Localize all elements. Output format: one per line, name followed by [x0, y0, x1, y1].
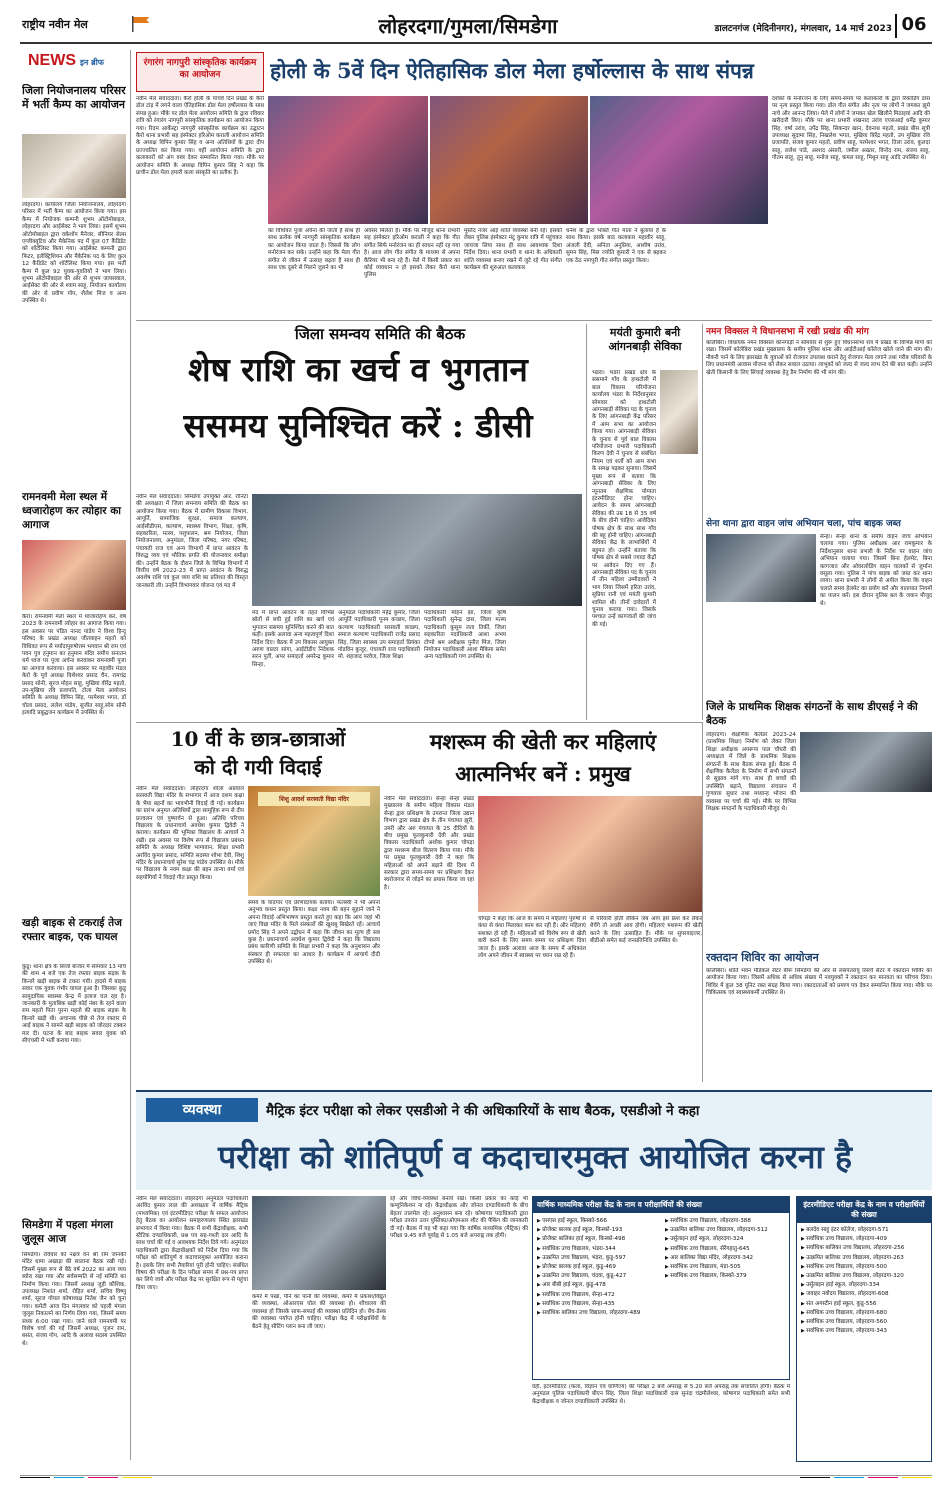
farewell-top-rule	[136, 722, 702, 723]
holi-col-2: का विधिवत पूजा अर्चना की जाती है साथ ही साथ प्रत्येक वर्ष नागपुरी सांस्कृतिक कार्यक्रम का आयोजन किया जाता है। जिससे कि लोग मनोरंजन कर सके। उन्होंने कहा कि मेला गीत संगीत से जीवन में उत्साह बढ़ता है साथ ही साथ एक दूसरे से मिलने जुलने का भी	[268, 228, 360, 272]
list-item: ▶ उत्क्रमित बालिका उच्च विद्यालय, लोहरदगा-512	[665, 1226, 787, 1235]
list-item: ▶ प्रोजेक्ट बालक हाई स्कूल, कुडू-469	[537, 1263, 661, 1272]
holi-kicker-text: रंगारंग नागपुरी सांस्कृतिक कार्यक्रम का आयोजन	[143, 58, 257, 80]
mushroom-col-4: से परिवारी होती लेकिन जब आप इसे फ्रेश कर लेकर बेचेंगे तो अच्छी आय होगी। महिलाएं मशरूम की खेती करने के लिए उत्साहित हैं। मौके पर सुपरवाइजर, बीडीओ समेत कई जनप्रतिनिधि उपस्थित थे।	[590, 916, 702, 945]
list-item: ▶ सर्वाधिक बालिका उच्च विद्यालय, लोहरदगा-256	[801, 1244, 927, 1253]
list-item: ▶ संत अगस्टीन हाई स्कूल, कुडू-556	[801, 1300, 927, 1309]
mushroom-right-rule	[702, 722, 703, 1082]
list-item: ▶ सर्वाधिक बालिका उच्च विद्यालय, लोहरदगा-489	[537, 1309, 661, 1318]
inter-centers-table	[796, 1196, 932, 1462]
list-item: ▶ बलदेव साहू इंटर कॉलेज, लोहरदगा-571	[801, 1226, 927, 1235]
dc-col-2: मद में प्राप्त आवंटन के तहत विभिन्न स्रोतों से बची हुई राशि का खर्च एवं भुगतान ससमय सुनिश्चित करने की बात कहीं। इसके अलावा अन्य महत्वपूर्ण दिशा निर्देश दिए। बैठक में उप विकास आयुक्त अरुण वाल्टर सांगा, आईटीडीए निदेशक सरन पुर्ती, अपर समाहर्ता अमरेन्द्र कुमार सिन्हा,	[252, 610, 334, 668]
flag-icon	[130, 15, 152, 33]
matric-centers-table	[532, 1196, 790, 1380]
page-number: 06	[895, 14, 931, 38]
holi-kicker	[136, 52, 264, 92]
dc-col-3: अनुमंडल पदाधिकारी महेंद्र कुमार, जिला आपूर्ति पदाधिकारी पूनम कच्छप, जिला कल्याण पदाधिकारी सरस्वती कच्छप, समाज कल्याण पदाधिकारी राजेंद्र प्रसाद सिंह, जिला स्वास्थ्य उप समाहर्ता प्रियंका गोडविन कुजूर, पंचायती राज पदाधिकारी मो. शहजाद परवेज, जिला शिक्षा	[338, 610, 420, 661]
brief-3-headline: खड़ी बाइक से टकराई तेज रफ्तार बाइक, एक घायल	[22, 917, 122, 943]
brief-2-photo	[22, 540, 126, 610]
helmet-photo	[706, 534, 816, 602]
masthead-rule	[20, 42, 932, 44]
brief-1-body: लोहरदगा। कार्यालय जिला नियोजनालय, लोहरदगा परिसर में भर्ती कैम्प का आयोजन किया गया। इस कैम्प में नियोजक कम्पनी शुभम ऑटोमोबाइल, लोहरदगा और आईसेक्ट ने भाग लिया। इसमें शुभम ऑटोमोबाइल द्वारा वर्कशॉप मैनेजर, सीनियर सेल्स एग्जीक्यूटिव और मैकेनिक पद में कुल 07 कैंडिडेट को शॉर्टलिस्ट किया गया। आईसेक्ट कम्पनी द्वारा फिटर, इलेक्ट्रिशियन और मैकेनिक पद के लिए कुल 12 कैंडिडेट को शॉर्टलिस्ट किया गया। इस भर्ती कैम्प में कुल 92 युवक-युवतियों ने भाग लिया। शुभम ऑटोमोबाइल की ओर से शुभम जायसवाल, आईसेक्ट की ओर से श्याम साहू, नियोजन कार्यालय की ओर से प्रवीण गोप, शैलेश मिंज व अन्य उपस्थित थे।	[22, 202, 126, 305]
holi-headline: होली के 5वें दिन ऐतिहासिक डोल मेला हर्षोल्लास के साथ संपन्न	[270, 58, 754, 83]
brief-label	[20, 52, 126, 74]
blood-headline: रक्तदान शिविर का आयोजन	[706, 951, 819, 964]
list-item: ▶ उर्सुलाइन हाई स्कूल, लोहरदगा-334	[801, 1281, 927, 1290]
holi-col-1: नवीन मेल संवाददाता। कैरो होली के पांचवें दिन प्रखंड के कैरो डोल टांड़ में लगने वाला ऐतिहासिक डोल मेला हर्षोल्लास के साथ संपन्न हुआ। मौके पर डोल मेला आयोजन समिति के द्वारा रविवार रात्रि को रंगारंग नागपुरी सांस्कृतिक कार्यक्रम का आयोजन किया गया। रिदम आर्केस्ट्रा नागपुरी सांस्कृतिक कार्यक्रम का उद्घाटन कैरो थाना प्रभारी सह इंस्पेक्टर हरिओम कराली आयोजन समिति के अध्यक्ष विपिन कुमार सिंह व अन्य अतिथियों के द्वारा दीप प्रज्ज्वलित कर किया गया। वहीं आयोजन समिति के द्वारा कलाकारों को अंग वस्त्र देकर सम्मानित किया गया। मौके पर आयोजन समिति के अध्यक्ष विपिन कुमार सिंह ने कहा कि प्राचीन डोल मेला हमारी कला संस्कृति का प्रतीक है।	[136, 96, 264, 177]
holi-photo-3	[590, 96, 768, 224]
list-item: ▶ उत्क्रमित बालिका उच्च विद्यालय, लोहरदगा-320	[801, 1272, 927, 1281]
brief-2-headline: रामनवमी मेला स्थल में ध्वजारोहण कर त्योहार का आगाज	[22, 491, 122, 531]
dc-right-rule	[586, 324, 587, 720]
anganbadi-photo	[660, 370, 698, 454]
brief-4-body: सिमडेगा। रविवार को नक्षत्र वन श्री राम जानकी मंदिर धामा अखाड़ा की सालाना बैठक रखी गई। जिसमें मुख्य रूप से बैठे वर्ष 2022 का आय व्यय ब्योरा रखा गया और सर्वसम्मति से नई समिति का निर्माण किया गया। जिसमें अध्यक्ष जुही कौशिक, उपाध्यक्ष निशांत शर्मा, रोहित शर्मा, सचिव विष्णु शर्मा, सूरज गोयल कोषाध्यक्ष नितेश जैन को चुना गया। कमेटी आज दिन मंगलवार को पहली मंगला जुलूस निकालने का निर्णय लिया गया, जिसमें समय संध्या 6:00 रखा गया। जाने वाले रामनवमी पर विशेष चर्चा की गई जिसमें अध्यक्ष, पूजन राम, बसंत, संजय गोप, आदि के अलावा सदस्य उपस्थित थे।	[22, 1252, 126, 1347]
teachers-headline: जिले के प्राथमिक शिक्षक संगठनों के साथ डीएसई ने की बैठक	[706, 701, 918, 727]
list-item: ▶ आर बीबी हाई स्कूल, कुडू-478	[537, 1281, 661, 1290]
brief-1-headline: जिला नियोजनालय परिसर में भर्ती कैम्प का आयोजन	[22, 84, 126, 111]
news-in-brief	[20, 50, 126, 1460]
list-item: ▶ सर्वाधिक उच्च विद्यालय, लोहरदगा-560	[801, 1318, 927, 1327]
holi-col-3: अवसर मिलता है। मौके पर मौजूद थाना प्रभारी सह इंस्पेक्टर हरिओम कराली ने कहा कि गीत संगीत सिर्फ मनोरंजन का ही साधन नहीं रह गया है। आज लोग गीत संगीत के माध्यम से अपना कैरियर भी बना रहे हैं। मेले में किसी प्रकार का कोई व्यवधान न हो इसको लेकर कैरो थाना पुलिस	[364, 228, 460, 279]
brief-label-news: NEWS	[28, 52, 76, 69]
holi-col-6: दर्शकों के मनोरंजन के लिए समय-समय पर कलाकारों के द्वारा रिकॉर्डिंग डांस पर नृत्य प्रस्तुत किया गया। डोल गीत संगीत और नृत्य पर लोगों ने जमकर झूमे नाचे और आनन्द लिया। मेले में लोगों ने जमकर खेल खिलौने मिठाइयां आदि की खरीदारी किए। मौके पर थाना प्रभारी शंखनाद उरांव एएसआई धर्मेंद्र कुमार सिंह, वर्षा उरांव, उपेंद्र सिंह, सिकन्दर खान, देवनाथ महतो, प्रखंड बीस सूत्री उपाध्यक्ष सुदामा सिंह, निखलेश भगत, मुखिया बिरेंद्र महतो, उप मुखिया रवि प्रजापति, संजय कुमार महतो, प्रवीण साहू, परमेश्वर भगत, तिला उरांव, कुलदा साहू, ललेश पांडे, अरशद अंसारी, जमील अख्तर, विनोद राम, संजय साहू, गौतम साहू, तुनु साहू, मनोज साहू, कमल साहू, मिथुन साहू आदि उपस्थित थे।	[772, 96, 930, 162]
brief-1-photo	[22, 134, 126, 198]
anganbadi-headline: मयंती कुमारी बनी आंगनबाड़ी सेविका	[608, 326, 682, 353]
inter-centers-title: इंटरमीडिएट परीक्षा केंद्र के नाम व परीक्षार्थियों की संख्या	[797, 1197, 931, 1223]
exam-subhead: मैट्रिक इंटर परीक्षा को लेकर एसडीओ ने की अधिकारियों के साथ बैठक, एसडीओ ने कहा	[266, 1103, 700, 1119]
matric-centers-col-1	[537, 1217, 661, 1379]
list-item: ▶ सर्वाधिक उच्च विद्यालय, लोहरदगा-388	[665, 1217, 787, 1226]
list-item: ▶ उर्सुलाइन हाई स्कूल, लोहरदगा-324	[665, 1235, 787, 1244]
dc-col-1: नवीन मेल संवाददाता। सिमडेगा उपायुक्त आर. रॉनिटा की अध्यक्षता में जिला समन्वय समिति की बैठक का आयोजन किया गया। बैठक में ग्रामीण विकास विभाग, आपूर्ति, सामाजिक सुरक्षा, समाज कल्याण, आईसीडीएस, कल्याण, स्वास्थ्य विभाग, शिक्षा, कृषि, सहकारिता, मत्स्य, पशुपालन, श्रम नियोजन, जिला नियोजनालय, अनुमंडल, जिला परिषद, नगर परिषद, पंचायती राज एवं अन्य विभागों में प्राप्त आवंटन के विरुद्ध व्यय एवं भौतिक प्रगति की योजनावार समीक्षा की। उन्होंने बैठक के दौरान जिले के विभिन्न विभागों में वित्तीय वर्ष 2022-23 में प्राप्त आवंटन के विरुद्ध अवशेष राशि एवं कुल व्यय राशि का प्रतिशत की विस्तृत जानकारी ली। उन्होंने विभागवार योजना एवं मद में	[136, 494, 248, 589]
helmet-body: सेन्हा। सेन्हा थाना के समीप वाहन जांच अभियान चलाया गया। पुलिस अधीक्षक आर रामकुमार के निर्देशानुसार थाना प्रभारी के निर्देश पर वाहन जांच अभियान चलाया गया। जिसमें बिना हेलमेट, बिना कागजात और ओवरलोडिंग वाहन चालकों से जुर्माना वसूला गया। पुलिस ने पांच बाइक को जब्त कर थाना लाया। थाना प्रभारी ने लोगों से अपील किया कि वाहन चलाते समय हेलमेट का प्रयोग करें और यातायात नियमों का पालन करें। इस दौरान पुलिस बल के जवान मौजूद थे।	[820, 534, 932, 607]
dc-col-4: पदाधिकारी मोहन झा, जिला कृषि पदाधिकारी सुनेन्द्र दास, जिला मत्स्य पदाधिकारी कुसुम लता तिर्की, जिला सहकारिता पदाधिकारी आशा अभय टोप्पो श्रम अधीक्षक पुनीत मिंज, जिला नियोजन पदाधिकारी आशा मैकिमा समेत अन्य पदाधिकारी गण उपस्थित थे।	[424, 610, 506, 661]
dc-headline-line-2: ससमय सुनिश्चित करें : डीसी	[183, 406, 533, 445]
farewell-photo-banner: शिशु आदर्श सरस्वती विद्या मंदिर	[258, 792, 370, 806]
brief-label-brief: इन ब्रीफ	[80, 58, 104, 67]
exam-col-4: वहीं, इंटरमीडिएट (कला, विज्ञान एवं वाणिज्य) की परीक्षा 2 बजे अपराह्न से 5.20 बजे अपराह्न तक संचालित होगी। बैठक में अनुमंडल पुलिस पदाधिकारी बीएन सिंह, जिला शिक्षा पदाधिकारी दास सुनंदा चंद्रमौलेश्वर, कोषागार पदाधिकारी समेत सभी केंद्राधीक्षक व जोनल दण्डाधिकारी उपस्थित थे।	[532, 1384, 790, 1405]
dc-photo	[252, 494, 582, 606]
list-item: ▶ उत्क्रमित उच्च विद्यालय, चंदवा, कुडू-427	[537, 1272, 661, 1281]
list-item: ▶ सर्वाधिक उच्च विद्यालय, लोहरदगा-343	[801, 1327, 927, 1336]
list-item: ▶ सर्वाधिक उच्च विद्यालय, सेरेंगहातु-645	[665, 1245, 787, 1254]
farewell-col-1: नवीन मेल संवाददाता। लोहरदगा शीला अग्रवाल सरस्वती विद्या मंदिर के सभागार में आज दशम कक्षा के भैया बहनों का भावभीनी विदाई दी गई। कार्यक्रम का प्रारंभ अनुमत अतिथियों द्वारा सामूहिक रूप से दीप प्रज्वलन एवं पुष्पार्चन से हुआ। अतिथि परिचय विद्यालय के प्रधानाचार्य अवधेश कुमार द्विवेदी ने कराया। कार्यक्रम की भूमिका विद्यालय के आचार्य ने रखी। इस अवसर पर विशेष रूप से विद्यालय प्रबंधन समिति के अध्यक्ष विशिष्ट भाग्यवान, शिक्षा प्रभारी अरविंद कुमार प्रसाद, समिति सदस्या शोभा देवी, शिशु मंदिर के प्रधानाचार्य सुरेश चंद्र पांडेय उपस्थित थे। मौके पर विद्यालय के नवम कक्षा की बहन तान्या वर्मा एवं सहयोगियों ने विदाई गीत प्रस्तुत किया।	[136, 786, 244, 881]
naman-body: कोलेबिरा। विधायक नमन विक्सल कोनगाड़ी ने सोमवार से शुरू हुए विधानसभा सत्र में प्रखंड के विभिन्न मांगों को रखा। जिसमें कोलेबिरा प्रखंड मुख्यालय के समीप पुलिस थाना और आईटीआई कॉलेज खोले जाने की मांग की। नौकरी पाने के लिए झारखंड के युवाओं को रोजगार उपलब्ध कराने हेतु रोजगार मेला लगाने तथा गरीब परिवारों के लिए प्रधानमंत्री आवास योजना को लेकर सवाल उठाया। लाभुकों को जल्द से जल्द लाभ देने की बात कही। उन्होंने खेती किसानी के लिए सिंचाई व्यवस्था हेतु डैम निर्माण की भी मांग की।	[706, 340, 932, 376]
farewell-photo	[248, 786, 380, 896]
exam-col-1: नवीन मेल संवाददाता। लोहरदगा अनुमंडल पदाधिकारी अरविंद कुमार लाल की अध्यक्षता में वार्षिक मैट्रिक (माध्यमिक) एवं इंटरमीडिएट परीक्षा के सफल आयोजन हेतु बैठक का आयोजन समाहरणालय स्थित झारखंड सभागार में किया गया। बैठक में सभी केंद्राधीक्षक, सभी स्टैटिक दण्डाधिकारी, प्रश्न पत्र सह-गश्ती दल आदि के साथ चर्चा की गई व आवश्यक निर्देश दिये गये। अनुमंडल पदाधिकारी द्वारा केंद्राधीक्षकों को निर्देश दिया गया कि परीक्षा को शांतिपूर्ण व कदाचारमुक्त आयोजित कराना है। इसके लिए सभी तैयारियां पूरी होनी चाहिए। संबंधित विषय की परीक्षा के दिन परीक्षा समय में प्रश्न-पत्र प्राप्त कर लिये जाये और परीक्षा केंद्र पर सुरक्षित रूप से पहुंचा दिया जाए।	[136, 1196, 248, 1291]
list-item: ▶ सर्वाधिक उच्च विद्यालय, सेन्हा-435	[537, 1300, 661, 1309]
brief-2-body: कैरो। रामनवमी मेला स्थल में ध्वजारोहण कर, वर्ष 2023 के रामनवमी त्योहार का आगाज किया गया। इस अवसर पर पंडित नानद पांडेय ने विश्व हिन्दू परिषद के प्रखंड अध्यक्ष जीतवाहन महतो को विधिवत रूप से मर्यादापुरुषोत्तम भगवान श्री राम एवं पवन पुत्र हनुमान का हनुमान मंदिर समीप सनातन धर्म ध्वज पर पूजा अर्चना करवाकर रामनवमी पूजा का आगाज करवाया। इस अवसर पर महावीर मंडल केरो के पूर्व अध्यक्ष विशेश्वर प्रसाद चैन, रामचंद्र प्रसाद सोनी, सूरज मोहन साहू, मुखिया वीरेंद्र महतो, उप-मुखिया रवि प्रजापति, टोला मेला आयोजन समिति के अध्यक्ष विपिन सिंह, परमेश्वर भगत, डॉ चोला प्रसाद, ललेश पांडेय, सुजीत साहू,सोम सोनी इत्यादि प्रबुद्धजन कार्यक्रम में उपस्थित थे।	[22, 614, 126, 717]
exam-col-3: रहे और विधि-व्यवस्था बनाये रखें। किसी प्रकार का कोई भी कम्युनिकेशन ना रहे। केंद्राधीक्षक और जोनल दण्डाधिकारी के बीच बेहतर तालमेल रहे। अनुशासन बना रहे। कोषागार पदाधिकारी द्वारा परीक्षा उपरांत उत्तर पुस्तिका/ओएमआर शीट की पैकिंग की जानकारी दी गई। बैठक में यह भी कहा गया कि वार्षिक माध्यमिक (मैट्रिक) की परीक्षा 9.45 बजे पूर्वाह्न से 1.05 बजे अपराह्न तक होगी।	[390, 1196, 528, 1240]
registration-marks	[20, 1468, 932, 1478]
naman-headline: नमन विक्सल ने विधानसभा में रखी प्रखंड की मांग	[706, 327, 869, 337]
dateline: डालटनगंज (मेदिनीनगर), मंगलवार, 14 मार्च 2023	[714, 24, 892, 34]
holi-col-4: मुस्तैद नजर आई शांति व्यवस्था बनी रहे। इसको लेकर पुलिस इंस्पेक्टर मंटू कुमार रात्रि में पहुंचकर जायजा लिया साथ ही साथ आवश्यक दिशा निर्देश दिया। थाना प्रभारी व थाना के अधिकारी शांति व्यवस्था बनाए रखने में जुटे रहे गीत संगीत कार्यक्रम की शुरुआत कलाकार	[464, 228, 562, 272]
list-item: ▶ उत्क्रमित बालिका उच्च विद्यालय, लोहरदगा-263	[801, 1254, 927, 1263]
list-item: ▶ सर्वाधिक उच्च विद्यालय, किस्को-379	[665, 1272, 787, 1281]
list-item: ▶ आर बालिका विद्या मंदिर, लोहरदगा-342	[665, 1254, 787, 1263]
list-item: ▶ सर्वाधिक उच्च विद्यालय, लोहरदगा-680	[801, 1309, 927, 1318]
list-item: ▶ जवाहर नवोदय विद्यालय, लोहरदगा-608	[801, 1290, 927, 1299]
masthead	[0, 0, 945, 48]
list-item: ▶ सर्वाधिक उच्च विद्यालय, भंडरा-344	[537, 1245, 661, 1254]
holi-photo-1	[268, 96, 428, 224]
mushroom-headline-line-1: मशरूम की खेती कर महिलाएं	[429, 729, 657, 754]
dc-headline-line-1: शेष राशि का खर्च व भुगतान	[188, 350, 528, 389]
holi-bottom-rule	[136, 320, 932, 321]
mushroom-headline-line-2: आत्मनिर्भर बनें : प्रमुख	[455, 761, 631, 786]
teachers-body: लोहरदगा। शैक्षणिक कैलेंडर 2023-24 (प्राथमिक शिक्षा) निर्माण को लेकर जिला शिक्षा अधीक्षक अपरूपा पाल चौधरी की अध्यक्षता में जिले के प्राथमिक शिक्षक संगठनों के साथ बैठक संपन्न हुई। बैठक में शैक्षणिक कैलेंडर के निर्माण में सभी संगठनों से सुझाव मांगे गए। साथ ही बच्चों की उपस्थिति बढ़ाने, विद्यालय संचालन में गुणवत्ता सुधार तथा मध्यान्ह भोजन की व्यवस्था पर चर्चा की गई। मौके पर विभिन्न शिक्षक संगठनों के पदाधिकारी मौजूद थे।	[706, 732, 796, 813]
exam-headline: परीक्षा को शांतिपूर्ण व कदाचारमुक्त आयोजित करना है	[218, 1138, 852, 1176]
mushroom-col-1: नवीन मेल संवाददाता। सेन्हा सेन्हा प्रखंड मुख्यालय के समीप महिला विकास मंडल सेन्हा द्वारा प्रशिक्षण के उपरान्त जिला उद्यान विभाग द्वारा प्रखंड क्षेत्र के तीन पंचायत झुरी, उमरी और अरु पंचायत के 25 दीदियों के बीच प्रमुख फूलकुमारी देवी और प्रखंड विकास पदाधिकारी अशोक कुमार चोपड़ा द्वारा मशरूम बीज वितरण किया गया। मौके पर प्रमुख फूलकुमारी देवी ने कहा कि महिलाओं को अपने बढ़ाने की दिशा में सरकार द्वारा समय-समय पर प्रशिक्षण देकर स्वरोजगार से जोड़ने का प्रयास किया जा रहा है।	[384, 796, 474, 891]
list-item: ▶ सर्वाधिक उच्च विद्यालय, सेन्हा-472	[537, 1291, 661, 1300]
list-item: ▶ एसएस हाई स्कूल, किस्को-566	[537, 1217, 661, 1226]
list-item: ▶ सर्वाधिक उच्च विद्यालय, मंडा-505	[665, 1263, 787, 1272]
mushroom-photo	[478, 796, 702, 912]
list-item: ▶ उत्क्रमित उच्च विद्यालय, भंडरा, कुडू-597	[537, 1254, 661, 1263]
exam-col-2b: कमरे में पंखा, पीने का पानी की व्यवस्था, कमरे में प्रकाश/विद्युत की व्यवस्था, ओआरएस घोल की व्यवस्था हो। शौचालय की व्यवस्था हो जिसके साफ-सफाई की व्यवस्था प्रतिदिन हो। बेंच-डेस्क की व्यवस्था पर्याप्त होनी चाहिए। परीक्षा केंद्र में परीक्षार्थियों के बैठने हेतु सीटिंग प्लान बना ली जाए।	[252, 1294, 386, 1330]
exam-kicker: व्यवस्था	[146, 1098, 258, 1122]
left-column-rule	[130, 50, 131, 1460]
dc-kicker: जिला समन्वय समिति की बैठक	[294, 325, 466, 343]
farewell-headline-line-1: 10 वीं के छात्र-छात्राओं	[170, 727, 346, 751]
exam-photo	[252, 1196, 386, 1290]
farewell-col-2: समय के यादगार एवं प्रेरणादायक बताया। फलस्वी ने भी अपना अनुभव कथन प्रस्तुत किया। कक्षा नवम की बहन सुहाने जाने ने अपना विदाई अभिभाषण प्रस्तुत करते हुए कहा कि आप जहां भी जाएं विद्या मंदिर के मिले संस्कारों की खुशबू बिखेरते रहें। आचार्य प्रमोद सिंह ने अपने उद्बोधन में कहा कि जीवन का मूल्य ही सब कुछ है। प्रधानाचार्य अवधेश कुमार द्विवेदी ने कहा कि विद्यालय प्रबंध कारिणी समिति के शिक्षा प्रभारी ने कहा कि अनुशासन और संस्कार ही सफलता का आधार है। कार्यक्रम में आचार्य दीदी उपस्थित थे।	[248, 900, 380, 966]
teachers-photo	[800, 732, 932, 792]
holi-photo-2	[430, 96, 588, 224]
matric-centers-col-2	[665, 1217, 787, 1379]
helmet-headline: सेना थाना द्वारा वाहन जांच अभियान चला, पांच बाइक जब्त	[706, 519, 901, 529]
farewell-headline-line-2: को दी गयी विदाई	[194, 755, 322, 779]
anganbadi-right-rule	[702, 324, 703, 720]
list-item: ▶ सर्वाधिक उच्च विद्यालय, लोहरदगा-409	[801, 1235, 927, 1244]
anganbadi-body: भंडरा। भंडरा प्रखंड क्षेत्र के ससमाने गाँव के हाथटोली में बाल विकास परियोजना कार्यालय भंडरा के निर्देशानुसार सोमवार को हाथटोली आंगनबाड़ी सेविका पद के चुनाव के लिए आंगनबाड़ी केंद्र परिसर में आम सभा का आयोजन किया गया। आंगनबाड़ी सेविका के चुनाव से पूर्व बाल विकास परियोजना प्रभारी पदाधिकारी किरण देवी ने चुनाव से संबंधित नियम एवं शर्तों को आम सभा के समक्ष पढ़कर सुनाया। जिसमें मुख्य रूप से बताया कि आंगनबाड़ी सेविका के लिए न्यूनतम शैक्षणिक योग्यता इंटरमीडिएट होना चाहिए। आवेदन के समय आंगनबाड़ी सेविका की उम्र 18 से 35 वर्ष के बीच होनी चाहिए। आवेदिका पोषक क्षेत्र के साथ साथ गाँव की बहू होनी चाहिए। आंगनबाड़ी सेविका केंद्र के लाभार्थियों में बहुमत हो। उन्होंने बताया कि पोषक क्षेत्र से सबसे ज्यादा केंद्रों पर आवेदन दिए गए हैं। आंगनबाड़ी सेविका पद के चुनाव में तीन महिला उम्मीदवारों ने भाग लिया जिसमें हरिता उरांव, सुप्रिया रानी एवं मयंती कुमारी शामिल थी। तीनों दावेदारों में चुनाव कराया गया। जिसके पश्चात उन्हें कागजातों की जांच की गई।	[592, 370, 656, 628]
paper-name: राष्ट्रीय नवीन मेल	[22, 18, 88, 31]
list-item: ▶ सर्वाधिक उच्च विद्यालय, लोहरदगा-500	[801, 1263, 927, 1272]
holi-col-5: धनेश के द्वारा भक्ति गीत माता ने बुलाया है के साथ किया। इसके बाद कलाकार महावीर साहू, अंजली देवी, अनिता अनुप्रिया, आशीष उरांव, सुमन सिंह, मिस ज्योति कुमारी ने एक से बढ़कर एक ठेठ नागपुरी गीत संगीत प्रस्तुत किया।	[566, 228, 666, 264]
brief-4-headline: सिमडेगा में पहला मंगला जुलूस आज	[22, 1219, 113, 1245]
brief-3-body: कुडू। थाना क्षेत्र के सिंजो बाजार में सोमवार 13 मार्च की शाम 4 बजे एक तेज रफ्तार बाइक सड़क के किनारे खड़ी बाइक से टकरा गयी। हादसे में बाइक सवार एक युवक गंभीर घायल हुआ है। जिसका कुडू सामुदायिक स्वास्थ्य केन्द्र में इलाज चल रहा है। जानकारी के मुताबिक खड़ी कोई नंबर के रहने वाला राम महतो पिता पुरना महतो की बाइक सड़क के किनारे खड़ी थी। अचानक पीछे से तेज रफ्तार से आई बाइक ने सामने खड़ी बाइक को जोरदार टक्कर मार दी। घटना के बाद बाइक सवार युवक को सीएचसी में भर्ती कराया गया।	[22, 964, 126, 1045]
blood-body: कोलेबिरा। शांति भवन मेडिकल सेंटर बीरू सिमडेगा की ओर से लसपतरापु रिसर्च सेंटर में रक्तदान शिविर का आयोजन किया गया। जिसमें अधिक से अधिक संख्या में नवयुवकों ने रक्तदान कर मानवता का परिचय दिया। शिविर में कुल 38 यूनिट रक्त संग्रह किया गया। रक्तदाताओं को प्रमाण पत्र देकर सम्मानित किया गया। मौके पर चिकित्सक एवं स्वास्थ्यकर्मी उपस्थित थे।	[706, 968, 932, 997]
section-title: लोहरदगा/गुमला/सिमडेगा	[378, 14, 558, 38]
mushroom-col-3: चोपड़ा ने कहा कि आज के समय में महिलाएं पुरुषों से कंधा से कंधा मिलाकर काम कर रही हैं। और महिलाएं सशक्त हो रही हैं। महिलाओं को विशेष रूप से खेती बारी करने के लिए समय समय पर प्रशिक्षण दिया जाता है। इसके अलावा आज के समय में अधिकांश लोग अपने जीवन में स्वास्थ्य पर ध्यान रख रहे हैं।	[478, 916, 586, 960]
exam-banner	[136, 1090, 932, 1190]
list-item: ▶ प्रोजेक्ट बालक हाई स्कूल, किस्को-193	[537, 1226, 661, 1235]
list-item: ▶ प्रोजेक्ट बालिका हाई स्कूल, किस्को-498	[537, 1235, 661, 1244]
matric-centers-title: वार्षिक माध्यमिक परीक्षा केंद्र के नाम व परीक्षार्थियों की संख्या	[533, 1197, 789, 1213]
